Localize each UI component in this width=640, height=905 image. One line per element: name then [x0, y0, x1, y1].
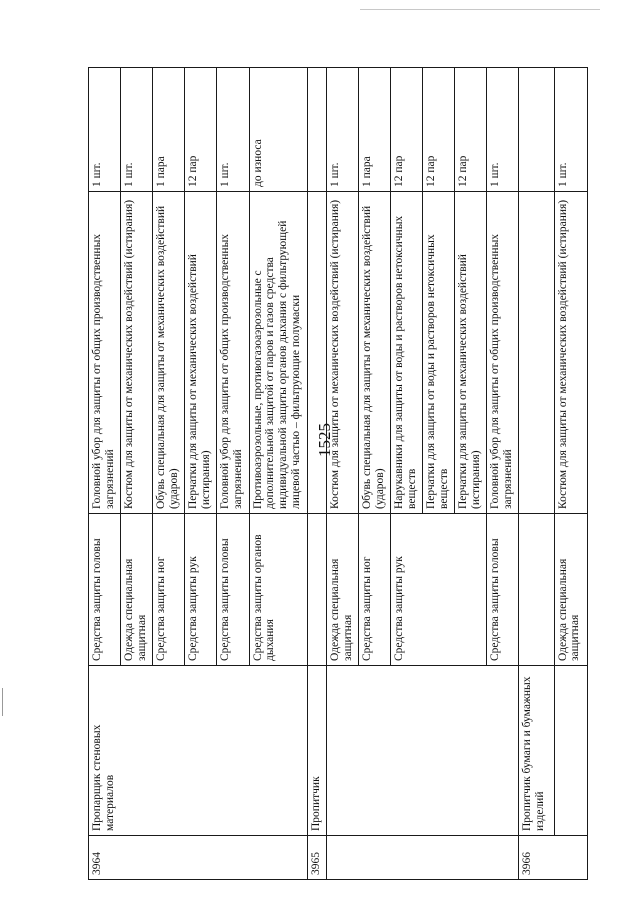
- ppe-type-cell: Средства защиты головы: [217, 514, 249, 666]
- ppe-item-cell: Перчатки для защиты от механических воздействий (истирания): [455, 192, 487, 514]
- ppe-item-cell: Нарукавники для защиты от воды и растворов нетоксичных веществ: [391, 192, 423, 514]
- table-row: [89, 68, 121, 880]
- ppe-quantity-cell: 1 пара: [153, 68, 185, 192]
- ppe-item-cell: Головной убор для защиты от общих производственных загрязнений: [89, 192, 121, 514]
- ppe-item-cell: Перчатки для защиты от воды и растворов нетоксичных веществ: [423, 192, 455, 514]
- ppe-type-cell: Одежда специальная защитная: [554, 514, 587, 666]
- ppe-item-cell: Костюм для защиты от механических воздействий (истирания): [554, 192, 587, 514]
- profession-number-cell: 3965: [308, 836, 327, 880]
- table-row: [308, 68, 327, 880]
- scan-top-line: [360, 9, 600, 10]
- ppe-quantity-cell: [519, 68, 554, 192]
- ppe-quantity-cell: [308, 68, 327, 192]
- ppe-quantity-cell: до износа: [249, 68, 308, 192]
- ppe-quantity-cell: 12 пар: [423, 68, 455, 192]
- ppe-type-cell: Средства защиты головы: [89, 514, 121, 666]
- ppe-type-cell: Средства защиты ног: [153, 514, 185, 666]
- ppe-type-cell: Средства защиты рук: [391, 514, 487, 666]
- page-number: 1525: [315, 423, 334, 457]
- ppe-item-cell: Перчатки для защиты от механических воздействий (истирания): [185, 192, 217, 514]
- ppe-table-rotated: [88, 68, 588, 880]
- empty-profession-cell: [554, 666, 587, 836]
- ppe-quantity-cell: 1 шт.: [121, 68, 153, 192]
- profession-name-cell: Пропитчик бумаги и бумажных изделий: [519, 666, 554, 836]
- scan-margin-mark: [2, 688, 3, 716]
- ppe-item-cell: Обувь специальная для защиты от механических воздействий (ударов): [359, 192, 391, 514]
- table-row: [327, 68, 359, 880]
- ppe-item-cell: Противоаэрозольные, противогазоаэрозольные с дополнительной защитой от паров и газов средства индивидуальной защиты органов дыхания с фильтрующей лицевой частью – фильтрующие полумаски: [249, 192, 308, 514]
- ppe-type-cell: Средства защиты рук: [185, 514, 217, 666]
- table-row: [554, 68, 587, 880]
- ppe-quantity-cell: 1 пара: [359, 68, 391, 192]
- ppe-item-cell: Костюм для защиты от механических воздействий (истирания): [121, 192, 153, 514]
- ppe-type-cell: Одежда специальная защитная: [121, 514, 153, 666]
- ppe-quantity-cell: 12 пар: [391, 68, 423, 192]
- ppe-quantity-cell: 12 пар: [455, 68, 487, 192]
- profession-name-cell: Пропарщик стеновых материалов: [89, 666, 308, 836]
- ppe-quantity-cell: 1 шт.: [89, 68, 121, 192]
- ppe-item-cell: Обувь специальная для защиты от механических воздействий (ударов): [153, 192, 185, 514]
- profession-name-cell: Пропитчик: [308, 666, 327, 836]
- ppe-quantity-cell: 1 шт.: [327, 68, 359, 192]
- table-row: [519, 68, 554, 880]
- ppe-quantity-cell: 12 пар: [185, 68, 217, 192]
- ppe-item-cell: [308, 192, 327, 514]
- ppe-type-cell: [308, 514, 327, 666]
- ppe-type-cell: Одежда специальная защитная: [327, 514, 359, 666]
- ppe-item-cell: Головной убор для защиты от общих производственных загрязнений: [487, 192, 519, 514]
- empty-profession-cell: [327, 666, 519, 836]
- ppe-item-cell: Костюм для защиты от механических воздействий (истирания): [327, 192, 359, 514]
- ppe-type-cell: Средства защиты органов дыхания: [249, 514, 308, 666]
- ppe-item-cell: [519, 192, 554, 514]
- ppe-type-cell: [519, 514, 554, 666]
- profession-number-cell: 3964: [89, 836, 308, 880]
- ppe-type-cell: Средства защиты ног: [359, 514, 391, 666]
- empty-number-cell: [327, 836, 519, 880]
- ppe-quantity-cell: 1 шт.: [217, 68, 249, 192]
- ppe-quantity-cell: 1 шт.: [554, 68, 587, 192]
- ppe-quantity-cell: 1 шт.: [487, 68, 519, 192]
- ppe-table: [88, 67, 588, 880]
- ppe-item-cell: Головной убор для защиты от общих производственных загрязнений: [217, 192, 249, 514]
- ppe-type-cell: Средства защиты головы: [487, 514, 519, 666]
- profession-number-cell: 3966: [519, 836, 588, 880]
